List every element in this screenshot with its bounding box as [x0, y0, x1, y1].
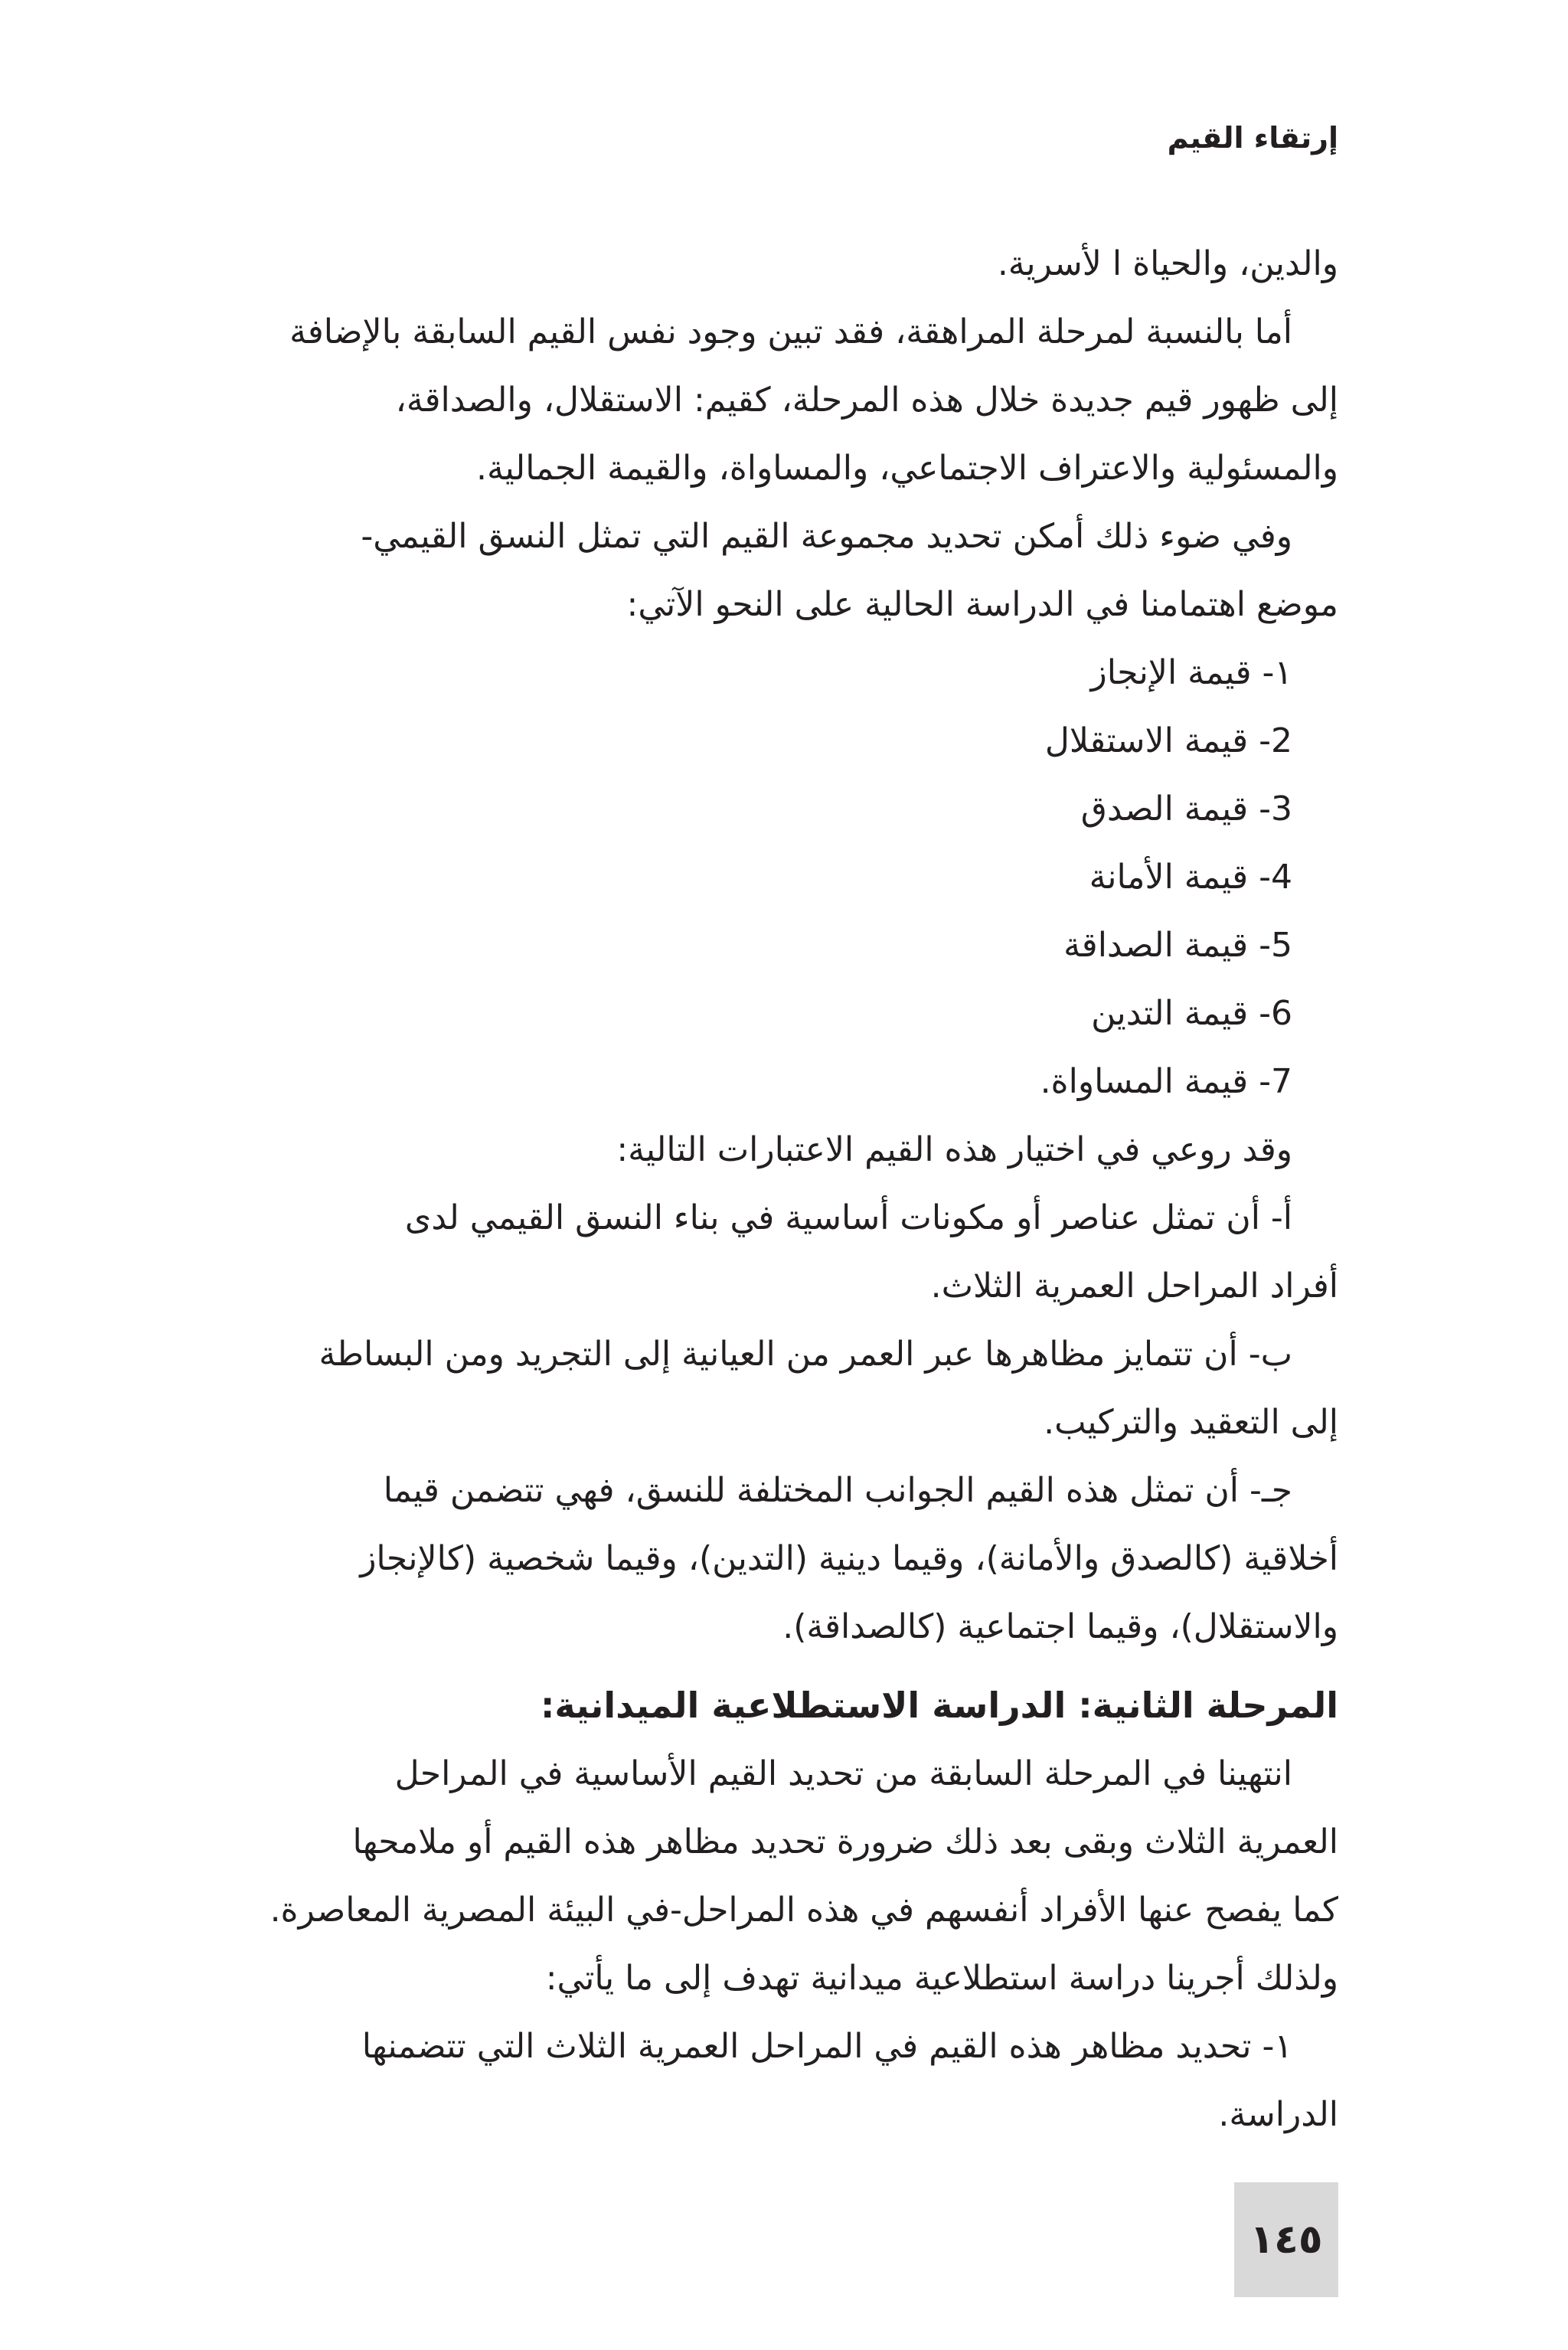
text-line: ١- تحديد مظاهر هذه القيم في المراحل العمرية الثلاث التي تتضمنها [361, 2027, 1292, 2066]
text-line: انتهينا في المرحلة السابقة من تحديد القيم الأساسية في المراحل [394, 1754, 1292, 1793]
list-item: ١- قيمة الإنجاز [1090, 653, 1292, 692]
body-text-section-1 [228, 230, 1338, 1661]
text-line: إلى ظهور قيم جديدة خلال هذه المرحلة، كقيم: الاستقلال، والصداقة، [395, 381, 1338, 420]
body-text-section-2 [228, 1740, 1338, 2149]
text-line: أفراد المراحل العمرية الثلاث. [930, 1267, 1338, 1306]
list-item: 4- قيمة الأمانة [1089, 858, 1292, 897]
list-item: 2- قيمة الاستقلال [1044, 721, 1292, 760]
text-line: وفي ضوء ذلك أمكن تحديد مجموعة القيم التي تمثل النسق القيمي- [361, 517, 1292, 556]
text-line: والمسئولية والاعتراف الاجتماعي، والمساواة، والقيمة الجمالية. [475, 449, 1338, 488]
list-item: 6- قيمة التدين [1091, 994, 1292, 1033]
text-line: ب- أن تتمايز مظاهرها عبر العمر من العيانية إلى التجريد ومن البساطة [318, 1335, 1292, 1374]
text-line: أخلاقية (كالصدق والأمانة)، وقيما دينية (التدين)، وقيما شخصية (كالإنجاز [360, 1539, 1338, 1578]
text-line: والدين، والحياة ا لأسرية. [997, 244, 1338, 283]
text-line: ولذلك أجرينا دراسة استطلاعية ميدانية تهدف إلى ما يأتي: [545, 1959, 1338, 1998]
running-header: إرتقاء القيم [1167, 121, 1338, 155]
text-line: العمرية الثلاث وبقى بعد ذلك ضرورة تحديد مظاهر هذه القيم أو ملامحها [352, 1822, 1338, 1861]
list-item: 5- قيمة الصداقة [1063, 926, 1292, 965]
page-number-box [1234, 2182, 1338, 2297]
text-line: كما يفصح عنها الأفراد أنفسهم في هذه المراحل-في البيئة المصرية المعاصرة. [270, 1891, 1338, 1930]
text-line: أما بالنسبة لمرحلة المراهقة، فقد تبين وجود نفس القيم السابقة بالإضافة [289, 312, 1292, 351]
text-line: أ- أن تمثل عناصر أو مكونات أساسية في بناء النسق القيمي لدى [404, 1198, 1292, 1237]
list-item: 7- قيمة المساواة. [1040, 1062, 1292, 1101]
page-number: ١٤٥ [1250, 2217, 1323, 2263]
text-line: موضع اهتمامنا في الدراسة الحالية على النحو الآتي: [626, 585, 1338, 624]
section-heading: المرحلة الثانية: الدراسة الاستطلاعية الميدانية: [540, 1685, 1338, 1726]
text-line: وقد روعي في اختيار هذه القيم الاعتبارات التالية: [616, 1130, 1292, 1169]
text-line: والاستقلال)، وقيما اجتماعية (كالصداقة). [782, 1607, 1338, 1646]
text-line: جـ- أن تمثل هذه القيم الجوانب المختلفة للنسق، فهي تتضمن قيما [383, 1471, 1292, 1510]
text-line: إلى التعقيد والتركيب. [1044, 1403, 1338, 1442]
list-item: 3- قيمة الصدق [1080, 789, 1292, 829]
text-line: الدراسة. [1218, 2095, 1338, 2134]
